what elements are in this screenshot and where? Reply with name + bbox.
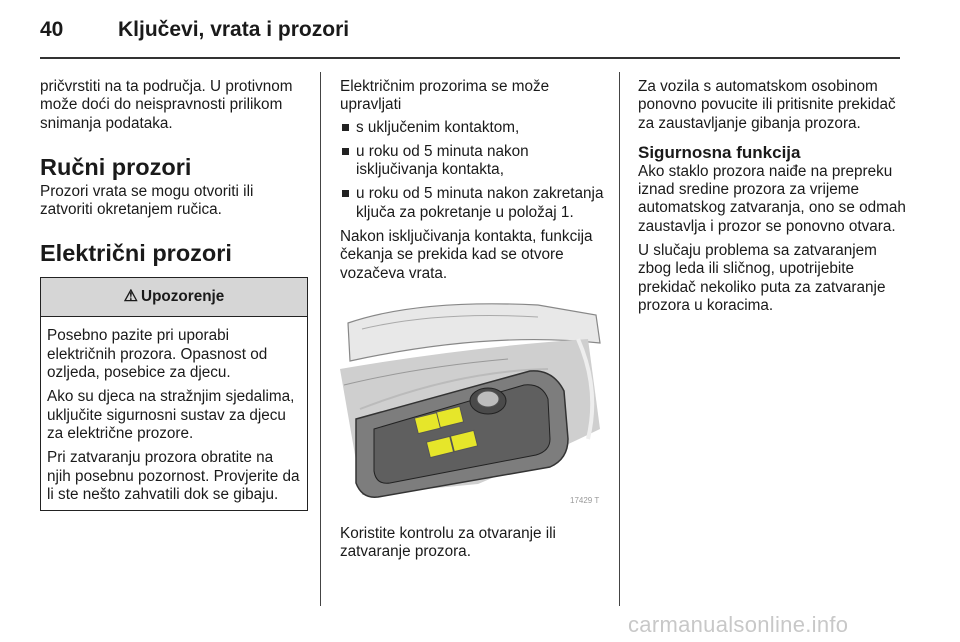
page-number: 40 xyxy=(40,18,64,41)
control-intro: Električnim prozorima se može upravljati xyxy=(340,78,550,114)
safety-paragraph: Ako staklo prozora naiđe na prepreku iznad sredine prozora za vrijeme automatskog zatvaranja, ono se odmah zaustavlja i prozor se ponovno otvara. xyxy=(638,162,906,235)
intro-paragraph: pričvrstiti na ta područja. U protivnom može doći do neispravnosti prilikom snimanja podataka. xyxy=(40,78,293,132)
header-rule xyxy=(40,57,900,59)
manual-windows-heading: Ručni prozori xyxy=(40,153,192,180)
column-divider-right xyxy=(619,72,620,606)
safety-heading: Sigurnosna funkcija xyxy=(638,142,801,162)
conditions-list xyxy=(340,119,608,222)
column-right xyxy=(638,78,906,321)
image-caption: Koristite kontrolu za otvaranje ili zatvaranje prozora. xyxy=(340,524,556,561)
warning-box xyxy=(40,277,308,511)
warning-paragraph: Pri zatvaranju prozora obratite na njih posebnu pozornost. Provjerite da li ste nešto zahvatili dok se gibaju. xyxy=(47,449,300,503)
warning-body xyxy=(41,317,307,510)
warning-paragraph: Ako su djeca na stražnjim sjedalima, uključite sigurnosni sustav za djecu za električne prozore. xyxy=(47,388,295,442)
list-item: s uključenim kontaktom, xyxy=(340,119,608,137)
warning-paragraph: Posebno pazite pri uporabi električnih prozora. Opasnost od ozljeda, posebice za djecu. xyxy=(47,327,268,382)
image-code: 17429 T xyxy=(570,495,600,505)
column-divider-left xyxy=(320,72,321,606)
list-item: u roku od 5 minuta nakon isključivanja kontakta, xyxy=(340,143,608,180)
electric-windows-heading: Električni prozori xyxy=(40,240,232,267)
warning-header xyxy=(41,278,307,317)
list-item: u roku od 5 minuta nakon zakretanja ključa za pokretanje u položaj 1. xyxy=(340,185,608,222)
window-switch-photo xyxy=(338,299,606,509)
ice-paragraph: U slučaju problema sa zatvaranjem zbog leda ili sličnog, upotrijebite prekidač nekoliko puta za zatvaranje prozora u koracima. xyxy=(638,242,886,314)
watermark: carmanualsonline.info xyxy=(628,612,849,637)
warning-triangle-icon: ⚠ xyxy=(123,288,139,306)
column-middle xyxy=(340,78,608,568)
deactivation-paragraph: Nakon isključivanja kontakta, funkcija čekanja se prekida kad se otvore vozačeva vrata. xyxy=(340,228,593,282)
warning-title: Upozorenje xyxy=(141,288,225,306)
column-left xyxy=(40,78,308,511)
manual-windows-text: Prozori vrata se mogu otvoriti ili zatvoriti okretanjem ručica. xyxy=(40,182,254,219)
page-header-title: Ključevi, vrata i prozori xyxy=(118,18,350,41)
automatic-paragraph: Za vozila s automatskom osobinom ponovno povucite ili pritisnite prekidač za zaustavljanje gibanja prozora. xyxy=(638,78,896,132)
